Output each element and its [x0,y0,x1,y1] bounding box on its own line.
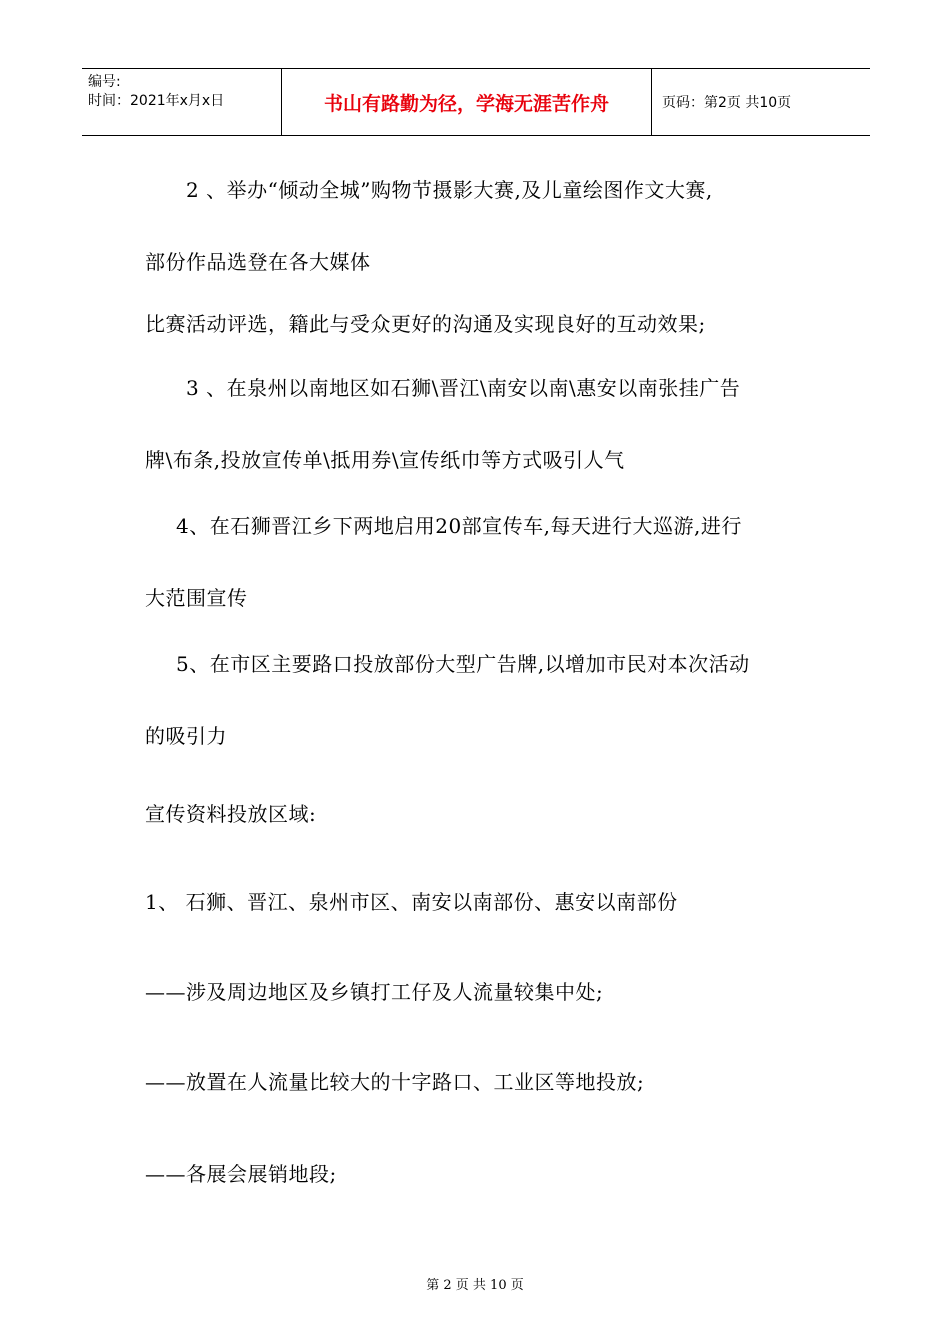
header-motto: 书山有路勤为径，学海无涯苦作舟 [282,69,652,135]
list-item: ——各展会展销地段; [145,1162,337,1186]
list-item: ——放置在人流量比较大的十字路口、工业区等地投放; [145,1070,645,1094]
section-heading: 宣传资料投放区域: [145,802,317,826]
document-time-label: 时间：2021年x月x日 [88,93,225,109]
list-item: 1、 石狮、晋江、泉州市区、南安以南部份、惠安以南部份 [145,890,678,914]
body-line: 的吸引力 [145,724,227,748]
body-line: 部份作品选登在各大媒体 [145,250,371,274]
body-line: 比赛活动评选，籍此与受众更好的沟通及实现良好的互动效果; [145,312,706,336]
header-page-info: 页码：第2页 共10页 [662,95,792,111]
body-line: 大范围宣传 [145,586,248,610]
body-line: 2 、举办“倾动全城”购物节摄影大赛,及儿童绘图作文大赛, [186,178,713,202]
body-line: 5、在市区主要路口投放部份大型广告牌,以增加市民对本次活动 [176,652,750,676]
body-line: 3 、在泉州以南地区如石狮\晋江\南安以南\惠安以南张挂广告 [186,376,741,400]
header-meta [82,69,282,135]
list-item: ——涉及周边地区及乡镇打工仔及人流量较集中处; [145,980,604,1004]
body-line: 牌\布条,投放宣传单\抵用券\宣传纸巾等方式吸引人气 [145,448,625,472]
body-line: 4、在石狮晋江乡下两地启用20部宣传车,每天进行大巡游,进行 [176,514,742,538]
page-header [82,68,870,136]
page-footer: 第 2 页 共 10 页 [426,1278,524,1293]
document-number-label: 编号: [88,74,121,90]
